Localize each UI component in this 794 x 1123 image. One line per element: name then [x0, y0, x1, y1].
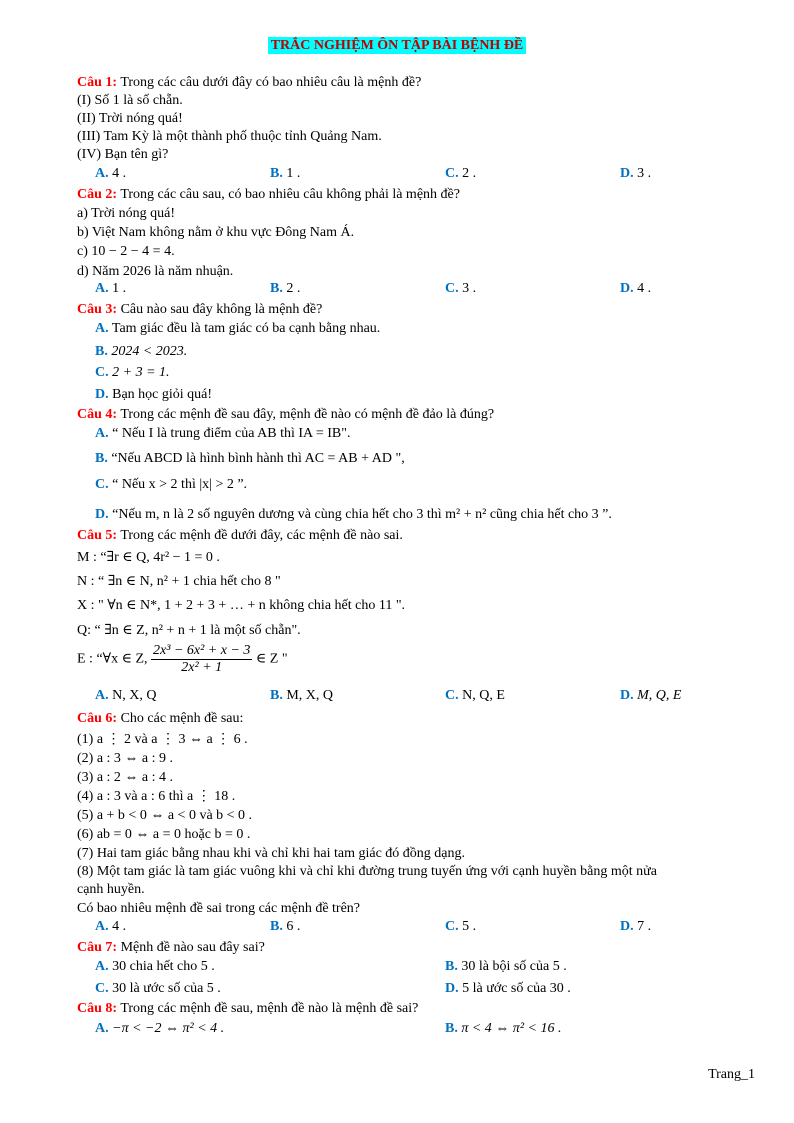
q2-item: d) Năm 2026 là năm nhuận.	[77, 264, 234, 279]
q6-item: (7) Hai tam giác bằng nhau khi và chỉ khi hai tam giác đó đồng dạng.	[77, 846, 466, 861]
q1-item: (IV) Bạn tên gì?	[77, 147, 169, 162]
q4-option-c[interactable]: C. “ Nếu x > 2 thì |x| > 2 ”.	[95, 477, 248, 492]
q3-text: Câu nào sau đây không là mệnh đề?	[120, 302, 323, 317]
q2-stem	[77, 186, 460, 204]
q1-option-b[interactable]: B. 1 .	[270, 166, 301, 181]
q4-option-a[interactable]: A. “ Nếu I là trung điểm của AB thì IA = IB".	[95, 426, 351, 441]
q1-label: Câu 1:	[77, 75, 118, 90]
q5-text: Trong các mệnh đề dưới đây, các mệnh đề nào sai.	[120, 528, 403, 543]
q6-stem	[77, 710, 243, 728]
q3-option-b[interactable]: B. 2024 < 2023.	[95, 344, 188, 359]
q6-option-c[interactable]: C. 5 .	[445, 919, 477, 934]
q4-stem	[77, 406, 494, 424]
q2-option-c[interactable]: C. 3 .	[445, 281, 477, 296]
q3-option-a[interactable]: A. Tam giác đều là tam giác có ba cạnh bằng nhau.	[95, 321, 381, 336]
q7-option-c[interactable]: C. 30 là ước số của 5 .	[95, 981, 221, 996]
q2-text: Trong các câu sau, có bao nhiêu câu không phải là mệnh đề?	[120, 187, 460, 202]
q5-fraction: $\frac{\text{2x³ − 6x² + x − 3}}{\text{2x² + 1}}$	[153, 643, 251, 675]
q3-option-c[interactable]: C. 2 + 3 = 1.	[95, 365, 170, 380]
q2-label: Câu 2:	[77, 187, 118, 202]
q7-option-d[interactable]: D. 5 là ước số của 30 .	[445, 981, 571, 996]
q8-option-b[interactable]: B. π < 4 ⇔ π² < 16 .	[445, 1021, 562, 1036]
q2-option-b[interactable]: B. 2 .	[270, 281, 301, 296]
q6-item: (6) ab = 0 ⇔ a = 0 hoặc b = 0 .	[77, 827, 251, 842]
q1-item: (III) Tam Kỳ là một thành phố thuộc tỉnh Quảng Nam.	[77, 129, 382, 144]
q8-stem	[77, 1000, 418, 1018]
q4-text: Trong các mệnh đề sau đây, mệnh đề nào có mệnh đề đảo là đúng?	[120, 407, 495, 422]
q6-item: (2) a : 3 ⇔ a : 9 .	[77, 751, 174, 766]
q4-label: Câu 4:	[77, 407, 118, 422]
q1-text: Trong các câu dưới đây có bao nhiêu câu là mệnh đề?	[120, 75, 422, 90]
q2-option-a[interactable]: A. 1 .	[95, 281, 127, 296]
q6-option-d[interactable]: D. 7 .	[620, 919, 652, 934]
q4-option-d[interactable]: D. “Nếu m, n là 2 số nguyên dương và cùng chia hết cho 3 thì m² + n² cũng chia hết cho 3 ”.	[95, 507, 612, 522]
q5-statement-e: E : “∀x ∈ Z, $\frac{\text{2x³ − 6x² + x − 3}}{\text{2x² + 1}}$ ∈ Z "	[77, 643, 288, 675]
q2-item: a) Trời nóng quá!	[77, 206, 176, 221]
q5-statement-m: M : “∃r ∈ Q, 4r² − 1 = 0 .	[77, 550, 220, 565]
q2-item: c) 10 − 2 − 4 = 4.	[77, 244, 175, 259]
q6-item: (8) Một tam giác là tam giác vuông khi và chỉ khi đường trung tuyến ứng với cạnh huyền bằng một nửa	[77, 864, 657, 879]
q5-option-c[interactable]: C. N, Q, E	[445, 688, 505, 703]
q6-option-b[interactable]: B. 6 .	[270, 919, 301, 934]
q1-stem	[77, 74, 421, 92]
q4-option-b[interactable]: B. “Nếu ABCD là hình bình hành thì AC = AB + AD ",	[95, 451, 405, 466]
q7-option-a[interactable]: A. 30 chia hết cho 5 .	[95, 959, 215, 974]
q6-option-a[interactable]: A. 4 .	[95, 919, 127, 934]
q2-option-d[interactable]: D. 4 .	[620, 281, 652, 296]
q5-statement-x: X : " ∀n ∈ N*, 1 + 2 + 3 + … + n không chia hết cho 11 ".	[77, 598, 406, 613]
q5-statement-n: N : “ ∃n ∈ N, n² + 1 chia hết cho 8 "	[77, 574, 281, 589]
q1-option-a[interactable]: A. 4 .	[95, 166, 127, 181]
q1-option-d[interactable]: D. 3 .	[620, 166, 652, 181]
q8-option-a[interactable]: A. −π < −2 ⇔ π² < 4 .	[95, 1021, 225, 1036]
page-title: TRẮC NGHIỆM ÔN TẬP BÀI BỆNH ĐỀ	[268, 37, 527, 54]
q6-item: (4) a : 3 và a : 6 thì a ⋮ 18 .	[77, 789, 236, 804]
q6-text: Cho các mệnh đề sau:	[120, 711, 244, 726]
q6-item: (3) a : 2 ⇔ a : 4 .	[77, 770, 174, 785]
q7-text: Mệnh đề nào sau đây sai?	[120, 940, 265, 955]
q5-statement-q: Q: “ ∃n ∈ Z, n² + n + 1 là một số chẵn".	[77, 623, 301, 638]
title-wrap	[0, 38, 794, 54]
q3-stem	[77, 301, 322, 319]
q5-stem	[77, 527, 403, 545]
q8-text: Trong các mệnh đề sau, mệnh đề nào là mệnh đề sai?	[120, 1001, 419, 1016]
q6-item: cạnh huyền.	[77, 882, 145, 897]
q5-option-d[interactable]: D. M, Q, E	[620, 688, 682, 703]
q6-item: (1) a ⋮ 2 và a ⋮ 3 ⇔ a ⋮ 6 .	[77, 732, 248, 747]
q6-question: Có bao nhiêu mệnh đề sai trong các mệnh đề trên?	[77, 901, 361, 916]
q3-option-d[interactable]: D. Bạn học giỏi quá!	[95, 387, 213, 402]
q3-label: Câu 3:	[77, 302, 118, 317]
page-number: Trang_1	[708, 1067, 755, 1082]
q1-item: (I) Số 1 là số chẵn.	[77, 93, 183, 108]
q6-item: (5) a + b < 0 ⇔ a < 0 và b < 0 .	[77, 808, 253, 823]
q5-label: Câu 5:	[77, 528, 118, 543]
q8-label: Câu 8:	[77, 1001, 118, 1016]
q5-option-b[interactable]: B. M, X, Q	[270, 688, 334, 703]
q7-stem	[77, 939, 265, 957]
q1-item: (II) Trời nóng quá!	[77, 111, 183, 126]
q2-item: b) Việt Nam không nằm ở khu vực Đông Nam Á.	[77, 225, 355, 240]
q7-label: Câu 7:	[77, 940, 118, 955]
q1-option-c[interactable]: C. 2 .	[445, 166, 477, 181]
q5-option-a[interactable]: A. N, X, Q	[95, 688, 157, 703]
q6-label: Câu 6:	[77, 711, 118, 726]
q7-option-b[interactable]: B. 30 là bội số của 5 .	[445, 959, 567, 974]
